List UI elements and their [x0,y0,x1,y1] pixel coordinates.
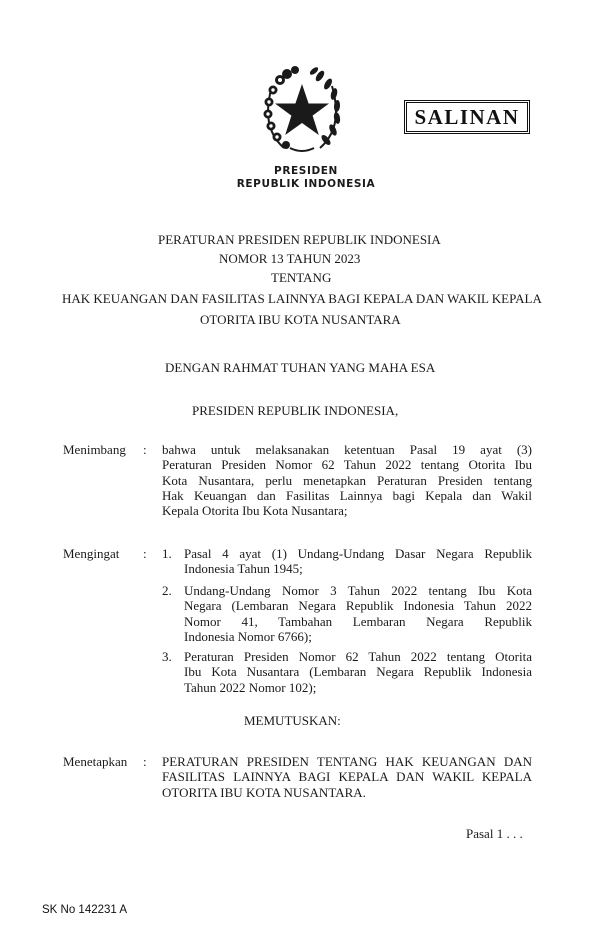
menimbang-line: Kepala Otorita Ibu Kota Nusantara; [162,503,348,519]
mengingat-line: Pasal 4 ayat (1) Undang-Undang Dasar Negara Republik [184,546,532,561]
mengingat-line: Nomor 41, Tambahan Lembaran Negara Republik [184,613,532,629]
menetapkan-line: PERATURAN PRESIDEN TENTANG HAK KEUANGAN DAN [162,754,532,769]
header-republik-indonesia: REPUBLIK INDONESIA [236,178,376,190]
title-line-1: PERATURAN PRESIDEN REPUBLIK INDONESIA [158,232,441,247]
mengingat-item-1 [184,546,532,577]
menimbang-line: bahwa untuk melaksanakan ketentuan Pasal 19 ayat (3) [162,442,532,457]
salinan-stamp: SALINAN [404,100,530,134]
title-line-5: OTORITA IBU KOTA NUSANTARA [200,312,401,327]
garuda-star-emblem-icon [254,64,350,156]
mengingat-line: Ibu Kota Nusantara (Lembaran Negara Republik Indonesia [184,664,532,680]
menimbang-line: Peraturan Presiden Nomor 62 Tahun 2022 tentang Otorita Ibu [162,457,532,473]
menimbang-colon: : [143,442,147,457]
title-line-2: NOMOR 13 TAHUN 2023 [219,251,361,266]
menetapkan-label: Menetapkan [63,754,128,769]
menimbang-line: Hak Keuangan dan Fasilitas Lainnya bagi Kepala dan Wakil [162,487,532,503]
title-line-4: HAK KEUANGAN DAN FASILITAS LAINNYA BAGI KEPALA DAN WAKIL KEPALA [62,291,542,306]
mengingat-item-number: 3. [162,649,172,664]
sk-number: SK No 142231 A [42,904,128,916]
menimbang-text [162,442,532,518]
mengingat-line: Indonesia Tahun 1945; [184,561,303,577]
preamble: DENGAN RAHMAT TUHAN YANG MAHA ESA [165,360,436,375]
menetapkan-text [162,754,532,800]
mengingat-item-number: 1. [162,546,172,561]
next-page-marker: Pasal 1 . . . [466,826,523,841]
menimbang-label: Menimbang [63,442,126,457]
mengingat-item-number: 2. [162,583,172,598]
menetapkan-line: OTORITA IBU KOTA NUSANTARA. [162,784,366,800]
title-line-3: TENTANG [271,270,332,285]
mengingat-colon: : [143,546,147,561]
mengingat-line: Indonesia Nomor 6766); [184,628,312,644]
menetapkan-line: FASILITAS LAINNYA BAGI KEPALA DAN WAKIL KEPALA [162,769,532,785]
mengingat-line: Tahun 2022 Nomor 102); [184,679,317,695]
mengingat-line: Peraturan Presiden Nomor 62 Tahun 2022 tentang Otorita [184,649,532,664]
menimbang-line: Kota Nusantara, perlu menetapkan Peraturan Presiden tentang [162,472,532,488]
memutuskan-heading: MEMUTUSKAN: [244,713,341,728]
president-line: PRESIDEN REPUBLIK INDONESIA, [192,403,399,418]
mengingat-line: Negara (Lembaran Negara Republik Indonesia Tahun 2022 [184,598,532,614]
menetapkan-colon: : [143,754,147,769]
header-presiden: PRESIDEN [274,165,338,177]
mengingat-label: Mengingat [63,546,120,561]
mengingat-item-3 [184,649,532,695]
mengingat-line: Undang-Undang Nomor 3 Tahun 2022 tentang Ibu Kota [184,583,532,598]
mengingat-item-2 [184,583,532,644]
